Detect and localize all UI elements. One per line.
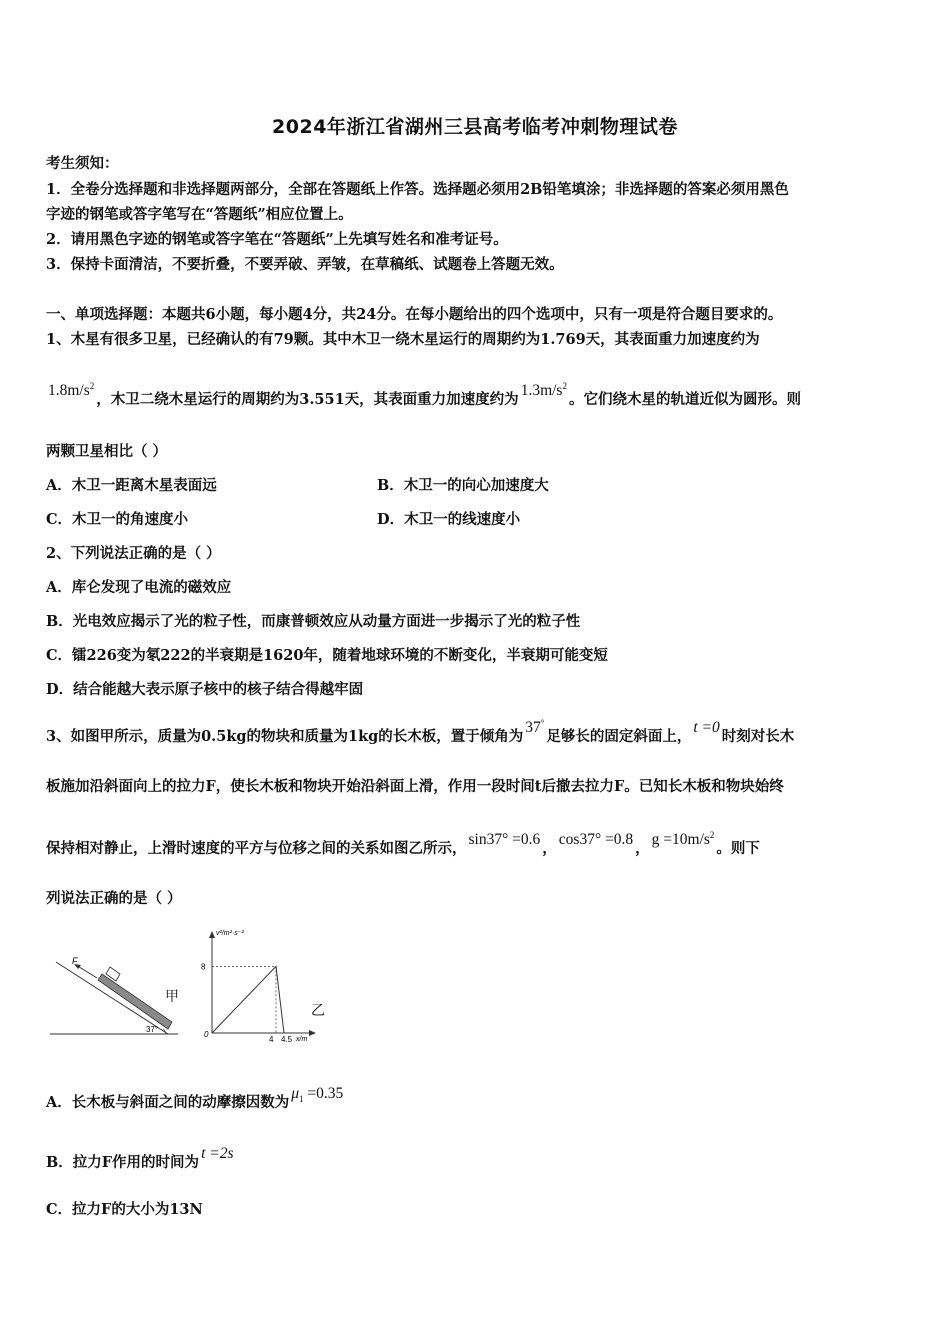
- q3-option-a-text: A．长木板与斜面之间的动摩擦因数为: [46, 1094, 290, 1111]
- origin-label: 0: [204, 1030, 209, 1039]
- notice-item-1-line-1: 1．全卷分选择题和非选择题两部分，全部在答题纸上作答。选择题必须用2B铅笔填涂；非选择题的答案必须用黑色: [46, 181, 789, 198]
- label-jia: 甲: [165, 989, 179, 1005]
- q3-line-3-end: 。则下: [716, 840, 760, 857]
- section-1-heading: 一、单项选择题：本题共6小题，每小题4分，共24分。在每小题给出的四个选项中，只有一项是符合题目要求的。: [46, 306, 783, 323]
- q1-math-2: $1.3m/s^2$: [520, 380, 567, 399]
- q3-option-a-math: $\mu_1 =0.35$: [291, 1085, 344, 1105]
- q3-sep-2: ，: [635, 840, 650, 857]
- q1-option-b: B．木卫一的向心加速度大: [377, 477, 549, 494]
- q2-option-b: B．光电效应揭示了光的粒子性，而康普顿效应从动量方面进一步揭示了光的粒子性: [46, 613, 581, 630]
- x-tick-4: 4: [269, 1035, 274, 1044]
- q3-line-1-a: 3、如图甲所示，质量为0.5kg的物块和质量为1kg的长木板，置于倾角为: [46, 728, 524, 745]
- q3-g: $g =10m/s^2$: [651, 829, 715, 848]
- q3-line-4: 列说法正确的是（ ）: [46, 890, 182, 907]
- notice-item-2: 2．请用黑色字迹的钢笔或答字笔在“答题纸”上先填写姓名和准考证号。: [46, 231, 508, 248]
- angle-label: 37°: [146, 1025, 159, 1034]
- q1-option-c: C．木卫一的角速度小: [46, 511, 189, 528]
- q2-option-c: C．镭226变为氡222的半衰期是1620年，随着地球环境的不断变化，半衰期可能变短: [46, 647, 608, 664]
- label-yi: 乙: [311, 1003, 325, 1019]
- q2-option-d: D．结合能越大表示原子核中的核子结合得越牢固: [46, 681, 364, 698]
- y-axis-arrow: [209, 931, 215, 938]
- x-tick-4-5: 4.5: [281, 1035, 293, 1044]
- x-axis-label: x/m: [296, 1036, 308, 1043]
- notice-item-3: 3．保持卡面清洁，不要折叠，不要弄破、弄皱，在草稿纸、试题卷上答题无效。: [46, 256, 564, 273]
- q3-t0: t =0: [693, 719, 720, 736]
- y-axis-label: v²/m²·s⁻²: [216, 930, 244, 937]
- q1-option-a: A．木卫一距离木星表面远: [46, 477, 217, 494]
- q1-line-2-mid: ，木卫二绕木星运行的周期约为3.551天，其表面重力加速度约为: [96, 391, 519, 408]
- q3-line-1: [46, 717, 795, 746]
- y-tick-8: 8: [201, 962, 206, 972]
- long-board: [98, 974, 172, 1029]
- q3-sin: sin37° =0.6: [468, 831, 541, 848]
- q3-option-b-text: B．拉力F作用的时间为: [46, 1154, 200, 1171]
- q3-line-3: [46, 829, 760, 858]
- figure-yi-chart: [196, 925, 326, 1045]
- q3-angle: 37°: [525, 717, 545, 736]
- q1-line-1: 1、木星有很多卫星，已经确认的有79颗。其中木卫一绕木星运行的周期约为1.769天，其表面重力加速度约为: [46, 331, 760, 348]
- q1-line-2: [46, 380, 801, 409]
- q3-sep-1: ，: [542, 840, 557, 857]
- q3-line-3-a: 保持相对静止，上滑时速度的平方与位移之间的关系如图乙所示，: [46, 840, 467, 857]
- q3-option-c: C．拉力F的大小为13N: [46, 1201, 203, 1218]
- q3-cos: cos37° =0.8: [558, 831, 634, 848]
- q1-option-d: D．木卫一的线速度小: [377, 511, 521, 528]
- q1-line-3: 两颗卫星相比（ ）: [46, 443, 168, 460]
- q3-option-a: [46, 1085, 345, 1113]
- q2-option-a: A．库仑发现了电流的磁效应: [46, 579, 232, 596]
- q3-option-b: [46, 1145, 236, 1172]
- notice-item-1-line-2: 字迹的钢笔或答字笔写在“答题纸”相应位置上。: [46, 206, 353, 223]
- q3-option-b-math: t =2s: [201, 1145, 234, 1162]
- page-title: 2024年浙江省湖州三县高考临考冲刺物理试卷: [272, 116, 678, 138]
- q3-line-1-b: 足够长的固定斜面上，: [546, 728, 692, 745]
- q3-line-1-c: 时刻对长木: [721, 728, 795, 745]
- series-line: [212, 966, 284, 1033]
- q3-line-2: 板施加沿斜面向上的拉力F，使长木板和物块开始沿斜面上滑，作用一段时间t后撤去拉力F。已知长木板和物块始终: [46, 778, 784, 795]
- notice-heading: 考生须知：: [46, 155, 119, 172]
- q1-math-1: $1.8m/s^2$: [48, 380, 95, 399]
- q2-stem: 2、下列说法正确的是（ ）: [46, 545, 221, 562]
- force-label: F: [72, 956, 78, 966]
- q1-line-2-end: 。它们绕木星的轨道近似为圆形。则: [568, 391, 801, 408]
- x-axis-arrow: [309, 1030, 316, 1036]
